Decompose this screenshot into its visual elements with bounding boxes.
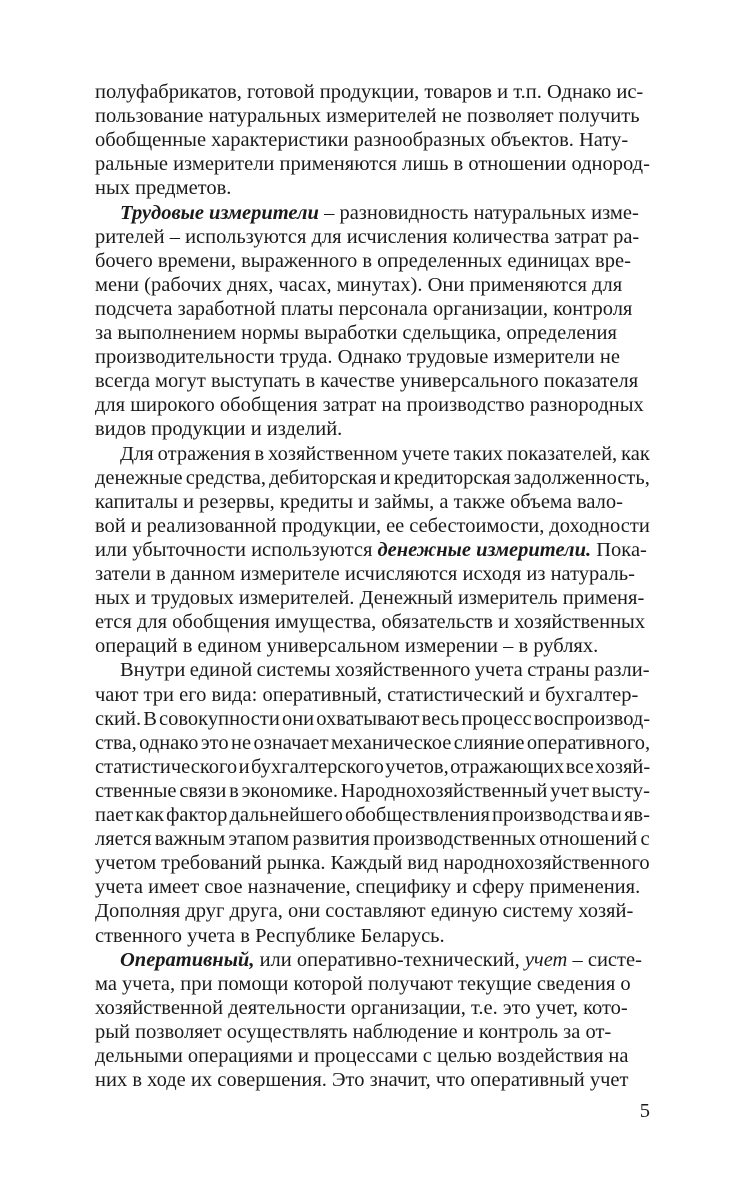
text-line: [95, 249, 650, 273]
text-run: рителей – используются для исчисления количества затрат ра-: [95, 225, 640, 248]
text-line: [95, 176, 650, 200]
text-line: [95, 634, 650, 658]
italic-text: учет: [524, 948, 568, 971]
text-line: [95, 152, 650, 176]
text-run: видов продукции и изделий.: [95, 418, 343, 441]
text-line: [95, 225, 650, 249]
text-line: [95, 417, 650, 441]
text-run: учетом требований рынка. Каждый вид народнохозяйственного: [95, 852, 650, 875]
text-run: ма учета, при помощи которой получают текущие сведения о: [95, 972, 631, 995]
text-line: [95, 610, 650, 634]
text-run: всегда могут выступать в качестве универсального показателя: [95, 370, 639, 393]
text-line: [95, 297, 650, 321]
text-line: [95, 1044, 650, 1068]
text-run: Пока-: [591, 538, 647, 561]
text-line: [120, 658, 650, 682]
text-run: Внутри единой системы хозяйственного учета страны разли-: [120, 659, 650, 682]
text-run: вой и реализованной продукции, ее себестоимости, доходности: [95, 514, 650, 537]
text-run: подсчета заработной платы персонала организации, контроля: [95, 297, 633, 320]
text-line: [95, 924, 650, 948]
text-line: [120, 948, 650, 972]
text-run: ский. В совокупности они охватывают весь процесс воспроизвод-: [95, 707, 651, 730]
text-run: ных и трудовых измерителей. Денежный измеритель применя-: [95, 587, 645, 610]
text-line: [95, 586, 650, 610]
text-run: учета имеет свое назначение, специфику и сферу применения.: [95, 876, 641, 899]
text-run: для широкого обобщения затрат на производство разнородных: [95, 394, 644, 417]
text-line: [95, 321, 650, 345]
text-run: Дополняя друг друга, они составляют единую систему хозяй-: [95, 900, 634, 923]
text-line: [95, 490, 650, 514]
text-line: [95, 1068, 650, 1092]
text-run: ства, однако это не означает механическое слияние оперативного,: [95, 731, 651, 754]
text-run: полуфабрикатов, готовой продукции, товаров и т.п. Однако ис-: [95, 81, 644, 103]
text-run: бочего времени, выраженного в определенных единицах вре-: [95, 249, 631, 272]
text-run: обобщенные характеристики разнообразных объектов. Нату-: [95, 129, 629, 152]
text-run: ляется важным этапом развития производственных отношений с: [95, 828, 650, 851]
text-run: хозяйственной деятельности организации, т.е. это учет, кото-: [95, 996, 628, 1019]
term-emphasis: Трудовые измерители: [120, 201, 319, 224]
text-line: [95, 345, 650, 369]
term-emphasis: денежные измерители.: [377, 538, 592, 561]
text-line: [95, 827, 650, 851]
text-run: ральные измерители применяются лишь в отношении однород-: [95, 153, 650, 176]
text-run: за выполнением нормы выработки сдельщика, определения: [95, 322, 617, 344]
text-run: или оперативно-технический,: [254, 948, 525, 971]
text-line: [95, 562, 650, 586]
text-line: [120, 442, 650, 466]
text-line: [95, 996, 650, 1020]
text-run: них в ходе их совершения. Это значит, что оперативный учет: [95, 1069, 629, 1092]
text-run: Для отражения в хозяйственном учете таких показателей, как: [120, 442, 650, 465]
text-line: [95, 875, 650, 899]
text-run: мени (рабочих днях, часах, минутах). Они применяются для: [95, 273, 623, 296]
text-run: ственные связи в экономике. Народнохозяйственный учет высту-: [95, 779, 650, 802]
text-run: пользование натуральных измерителей не позволяет получить: [95, 105, 640, 128]
text-run: ных предметов.: [95, 177, 232, 200]
text-line: [95, 466, 650, 490]
text-run: дельными операциями и процессами с целью воздействия на: [95, 1045, 629, 1067]
text-line: [95, 104, 650, 128]
text-line: [95, 899, 650, 923]
text-line: [95, 273, 650, 297]
text-run: затели в данном измерителе исчисляются исходя из натураль-: [95, 563, 635, 585]
text-run: производительности труда. Однако трудовые измерители не: [95, 346, 620, 369]
text-line: [95, 851, 650, 875]
text-line: [95, 128, 650, 152]
text-run: или убыточности используются: [95, 538, 378, 561]
term-emphasis: Оперативный,: [120, 948, 255, 971]
text-run: операций в едином универсальном измерении – в рублях.: [95, 635, 599, 658]
text-run: статистического и бухгалтерского учетов, отражающих все хозяй-: [95, 755, 651, 778]
text-line: [95, 538, 650, 562]
text-run: капиталы и резервы, кредиты и займы, а также объема вало-: [95, 490, 623, 513]
text-line: [95, 393, 650, 417]
text-run: рый позволяет осуществлять наблюдение и контроль за от-: [95, 1020, 612, 1043]
text-line: [95, 803, 650, 827]
text-line: [95, 369, 650, 393]
text-line: [95, 779, 650, 803]
text-line: [95, 972, 650, 996]
text-line: [95, 1020, 650, 1044]
text-run: ственного учета в Республике Беларусь.: [95, 924, 445, 947]
text-line: [95, 707, 650, 731]
text-line: [95, 731, 650, 755]
text-run: ется для обобщения имущества, обязательств и хозяйственных: [95, 611, 646, 634]
text-run: денежные средства, дебиторская и кредиторская задолженность,: [95, 466, 650, 489]
text-line: [95, 514, 650, 538]
text-line: [95, 683, 650, 707]
text-run: чают три его вида: оперативный, статистический и бухгалтер-: [95, 683, 639, 706]
text-run: – систе-: [567, 948, 642, 971]
text-line: [95, 755, 650, 779]
text-line: [95, 80, 650, 104]
page-number: 5: [639, 1100, 650, 1122]
text-run: – разновидность натуральных изме-: [318, 201, 639, 224]
text-run: пает как фактор дальнейшего обобществления производства и яв-: [95, 804, 650, 826]
text-line: [120, 201, 650, 225]
